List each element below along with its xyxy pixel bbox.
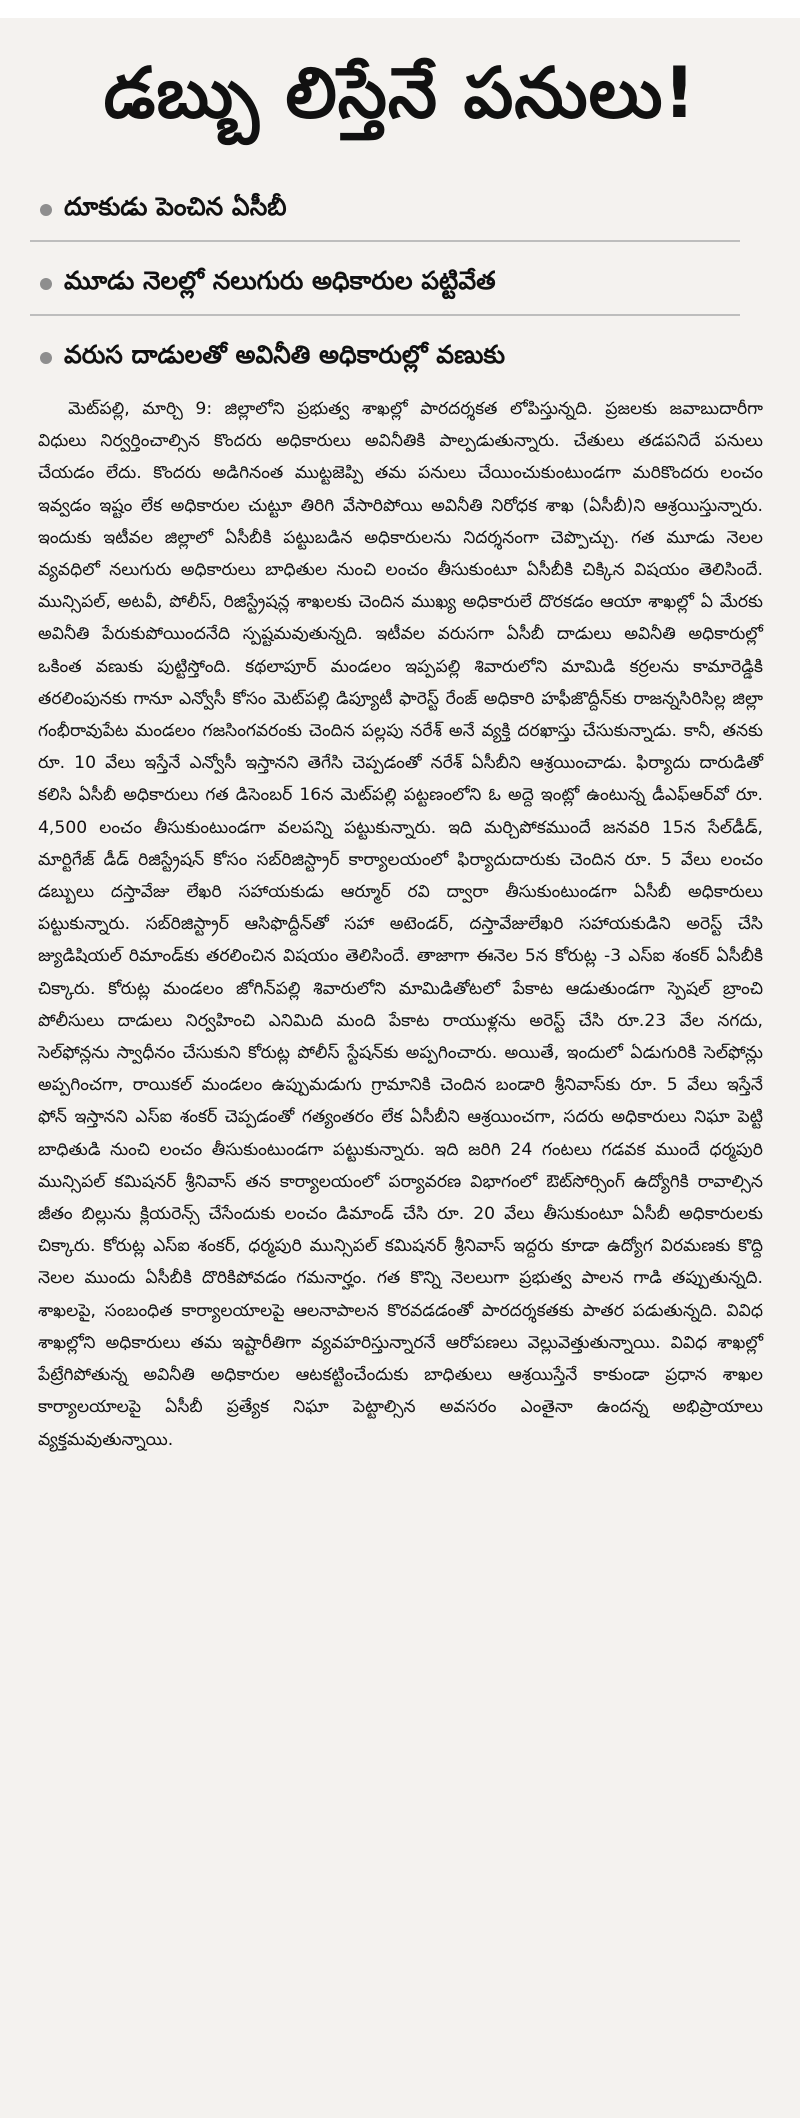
article-body: మెట్‌పల్లి, మార్చి 9: జిల్లాలోని ప్రభుత్వ శాఖల్లో పారదర్శకత లోపిస్తున్నది. ప్రజలకు జవాబుదారీగా విధులు నిర్వర్తించాల్సిన కొందరు అధికారులు అవినీతికి పాల్పడుతున్నారు. చేతులు తడపనిదే పనులు చేయడం లేదు. కొందరు అడిగినంత ముట్టజెప్పి తమ పనులు చేయించుకుంటుండగా మరికొందరు లంచం ఇవ్వడం ఇష్టం లేక అధికారుల చుట్టూ తిరిగి వేసారిపోయి అవినీతి నిరోధక శాఖ (ఏసీబీ)ని ఆశ్రయిస్తున్నారు. ఇందుకు ఇటీవల జిల్లాలో ఏసీబీకి పట్టుబడిన అధికారులను నిదర్శనంగా చెప్పొచ్చు. గత మూడు నెలల వ్యవధిలో నలుగురు అధికారులు బాధితుల నుంచి లంచం తీసుకుంటూ ఏసీబీకి చిక్కిన విషయం తెలిసిందే. మున్సిపల్, అటవీ, పోలీస్, రిజిస్ట్రేషన్ల శాఖలకు చెందిన ముఖ్య అధికారులే దొరకడం ఆయా శాఖల్లో ఏ మేరకు అవినీతి పేరుకుపోయిందనేది స్పష్టమవుతున్నది. ఇటీవల వరుసగా ఏసీబీ దాడులు అవినీతి అధికారుల్లో ఒకింత వణుకు పుట్టిస్తోంది. కథలాపూర్ మండలం ఇప్పపల్లి శివారులోని మామిడి కర్రలను కామారెడ్డికి తరలింపునకు గానూ ఎన్వోసీ కోసం మెట్‌పల్లి డిప్యూటీ ఫారెస్ట్ రేంజ్ అధికారి హఫీజొద్దీన్‌కు రాజన్నసిరిసిల్ల జిల్లా గంభీరావుపేట మండలం గజసింగవరంకు చెందిన పల్లపు నరేశ్ అనే వ్యక్తి దరఖాస్తు చేసుకున్నాడు. కానీ, తనకు రూ. 10 వేలు ఇస్తేనే ఎన్వోసీ ఇస్తానని తెగేసి చెప్పడంతో నరేశ్ ఏసీబీని ఆశ్రయించాడు. ఫిర్యాదు దారుడితో కలిసి ఏసీబీ అధికారులు గత డిసెంబర్ 16న మెట్‌పల్లి పట్టణంలోని ఓ అద్దె ఇంట్లో ఉంటున్న డీఎఫ్‌ఆర్‌వో రూ. 4,500 లంచం తీసుకుంటుండగా వలపన్ని పట్టుకున్నారు. ఇది మర్చిపోకముందే జనవరి 15న సేల్‌డీడ్, మార్టిగేజ్ డీడ్ రిజిస్ట్రేషన్ కోసం సబ్‌రిజిస్ట్రార్ కార్యాలయంలో ఫిర్యాదుదారుకు చెందిన రూ. 5 వేలు లంచం డబ్బులు దస్తావేజు లేఖరి సహాయకుడు ఆర్మూర్ రవి ద్వారా తీసుకుంటుండగా ఏసీబీ అధికారులు పట్టుకున్నారు. సబ్‌రిజిస్ట్రార్ ఆసిఫొద్దీన్‌తో సహా అటెండర్, దస్తావేజులేఖరి సహాయకుడిని అరెస్ట్ చేసి జ్యుడిషియల్ రిమాండ్‌కు తరలించిన విషయం తెలిసిందే. తాజాగా ఈనెల 5న కోరుట్ల -3 ఎస్‌ఐ శంకర్ ఏసీబీకి చిక్కారు. కోరుట్ల మండలం జోగిన్‌పల్లి శివారులోని మామిడితోటలో పేకాట ఆడుతుండగా స్పెషల్ బ్రాంచి పోలీసులు దాడులు నిర్వహించి ఎనిమిది మంది పేకాట రాయుళ్లను అరెస్ట్ చేసి రూ.23 వేల నగదు, సెల్‌ఫోన్లను స్వాధీనం చేసుకుని కోరుట్ల పోలీస్ స్టేషన్‌కు అప్పగించారు. అయితే, ఇందులో ఏడుగురికి సెల్‌ఫోన్లు అప్పగించగా, రాయికల్ మండలం ఉప్పుమడుగు గ్రామానికి చెందిన బండారి శ్రీనివాస్‌కు రూ. 5 వేలు ఇస్తేనే ఫోన్ ఇస్తానని ఎస్‌ఐ శంకర్ చెప్పడంతో గత్యంతరం లేక ఏసీబీని ఆశ్రయించగా, సదరు అధికారులు నిఘా పెట్టి బాధితుడి నుంచి లంచం తీసుకుంటుండగా పట్టుకున్నారు. ఇది జరిగి 24 గంటలు గడవక ముందే ధర్మపురి మున్సిపల్ కమిషనర్ శ్రీనివాస్ తన కార్యాలయంలో పర్యావరణ విభాగంలో ఔట్‌సోర్సింగ్ ఉద్యోగికి రావాల్సిన జీతం బిల్లును క్లియరెన్స్ చేసేందుకు లంచం డిమాండ్ చేసి రూ. 20 వేలు తీసుకుంటూ ఏసీబీ అధికారులకు చిక్కారు. కోరుట్ల ఎస్‌ఐ శంకర్, ధర్మపురి మున్సిపల్ కమిషనర్ శ్రీనివాస్ ఇద్దరు కూడా ఉద్యోగ విరమణకు కొద్ది నెలల ముందు ఏసీబీకి దొరికిపోవడం గమనార్హం. గత కొన్ని నెలలుగా ప్రభుత్వ పాలన గాడి తప్పుతున్నది. శాఖలపై, సంబంధిత కార్యాలయాలపై ఆలనాపాలన కొరవడడంతో పారదర్శకతకు పాతర పడుతున్నది. వివిధ శాఖల్లోని అధికారులు తమ ఇష్టారీతిగా వ్యవహరిస్తున్నారనే ఆరోపణలు వెల్లువెత్తుతున్నాయి. వివిధ శాఖల్లో పేట్రేగిపోతున్న అవినీతి అధికారుల ఆటకట్టించేందుకు బాధితులు ఆశ్రయిస్తేనే కాకుండా ప్రధాన శాఖల కార్యాలయాలపై ఏసీబీ ప్రత్యేక నిఘా పెట్టాల్సిన అవసరం ఎంతైనా ఉందన్న అభిప్రాయాలు వ్యక్తమవుతున్నాయి.	[38, 399, 763, 1450]
top-margin-strip	[0, 0, 800, 18]
bullet-icon	[40, 204, 52, 216]
subhead-item	[30, 254, 740, 316]
subheads-list	[30, 180, 740, 400]
bullet-icon	[40, 278, 52, 290]
bullet-icon	[40, 352, 52, 364]
subhead-item	[30, 180, 740, 242]
subhead-text: వరుస దాడులతో అవినీతి అధికారుల్లో వణుకు	[64, 340, 506, 369]
article-headline: డబ్బు లిస్తేనే పనులు!	[103, 52, 697, 134]
subhead-item	[30, 328, 740, 388]
subhead-text: దూకుడు పెంచిన ఏసీబీ	[64, 192, 287, 221]
subhead-text: మూడు నెలల్లో నలుగురు అధికారుల పట్టివేత	[64, 266, 496, 295]
